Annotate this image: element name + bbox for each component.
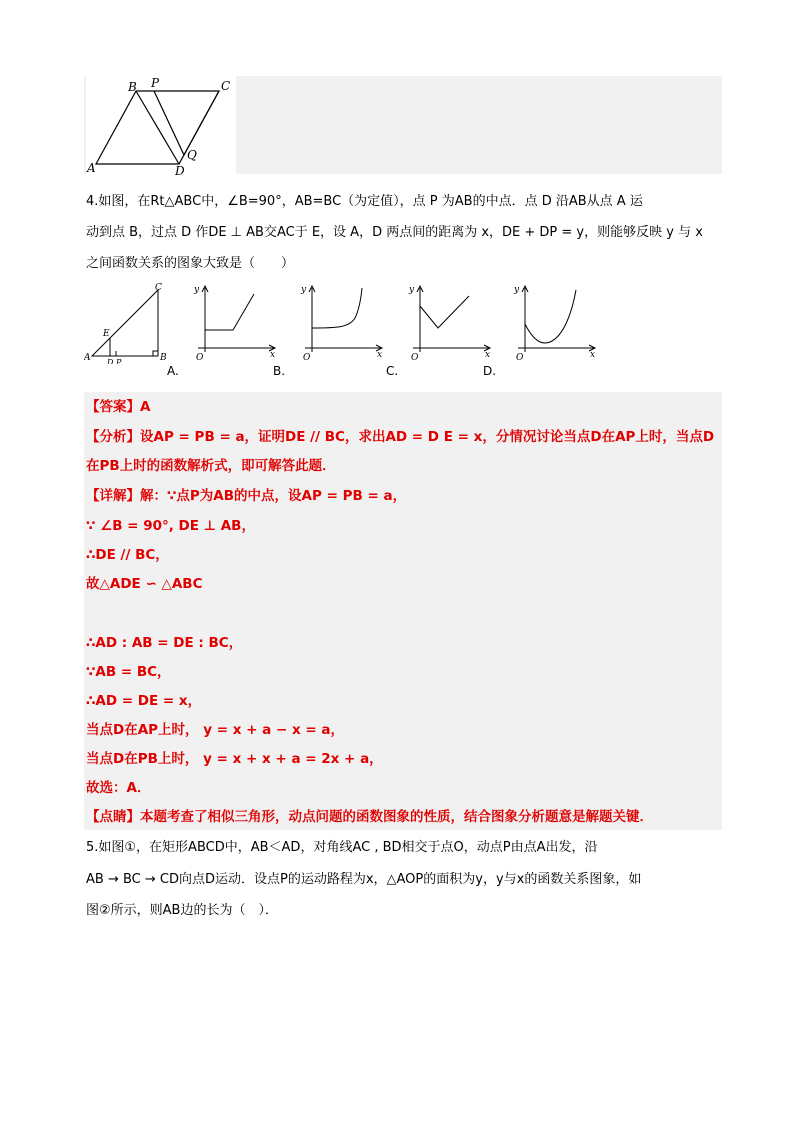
q4-line2: 动到点 B，过点 D 作DE ⊥ AB交AC于 E，设 A，D 两点间的距离为 x，DE + DP = y，则能够反映 y 与 x: [86, 225, 703, 240]
q4-line1: 4.如图，在Rt△ABC中，∠B=90°，AB=BC（为定值），点 P 为AB的中点．点 D 沿AB从点 A 运: [86, 194, 643, 209]
tri-label-C: C: [155, 283, 162, 293]
step-4: ∴AD : AB = DE : BC，: [86, 635, 243, 651]
graph-c-x: x: [485, 350, 491, 360]
step-9: 故选：A．: [86, 780, 151, 796]
step-3: 故△ADE ∽ △ABC: [86, 576, 203, 592]
step-1: ∵ ∠B = 90°, DE ⊥ AB，: [86, 518, 255, 534]
q5-line2: AB → BC → CD向点D运动．设点P的运动路程为x，△AOP的面积为y，y与x的函数关系图象，如: [86, 872, 642, 887]
tri-label-A: A: [84, 353, 91, 363]
comment-line: 【点睛】本题考查了相似三角形，动点问题的函数图象的性质，结合图象分析题意是解题关键．: [86, 809, 653, 825]
graph-option-d: [510, 282, 600, 368]
graph-a-x: x: [270, 350, 276, 360]
graph-d-o: O: [516, 353, 524, 363]
label-C: C: [221, 79, 231, 93]
graph-d-y: y: [514, 285, 520, 295]
label-A: A: [87, 161, 96, 175]
step-5: ∵AB = BC，: [86, 664, 171, 680]
q4-line3: 之间函数关系的图象大致是（ ）: [86, 256, 295, 271]
q5-line3: 图②所示，则AB边的长为（ ）．: [86, 903, 278, 918]
label-B: B: [128, 80, 137, 94]
graph-c-y: y: [409, 285, 415, 295]
option-b-label: B.: [273, 364, 286, 378]
step-7: 当点D在AP上时， y = x + a − x = a，: [86, 722, 345, 738]
graph-d-x: x: [590, 350, 596, 360]
label-Q: Q: [187, 148, 197, 162]
graph-option-b: [297, 282, 387, 368]
triangle-figure: [84, 282, 179, 364]
tri-label-D: D: [107, 358, 114, 364]
tri-label-E: E: [103, 329, 110, 339]
option-a-label: A.: [167, 364, 179, 378]
detail-line: 【详解】解：∵点P为AB的中点，设AP = PB = a，: [86, 488, 407, 504]
graph-option-c: [405, 282, 495, 368]
graph-b-y: y: [301, 285, 307, 295]
step-6: ∴AD = DE = x，: [86, 693, 202, 709]
analysis-line1: 【分析】设AP = PB = a，证明DE // BC，求出AD = D E = x，分情况讨论当点D在AP上时，当点D: [86, 429, 715, 445]
analysis-line2: 在PB上时的函数解析式，即可解答此题．: [86, 458, 336, 474]
graph-b-o: O: [303, 353, 311, 363]
tri-label-P: P: [116, 358, 122, 364]
label-P: P: [151, 76, 160, 90]
option-c-label: C.: [386, 364, 399, 378]
graph-b-x: x: [377, 350, 383, 360]
option-d-label: D.: [483, 364, 497, 378]
answer-line: 【答案】A: [86, 399, 151, 415]
graph-c-o: O: [411, 353, 419, 363]
step-8: 当点D在PB上时， y = x + x + a = 2x + a，: [86, 751, 383, 767]
step-2: ∴DE // BC，: [86, 547, 169, 563]
label-D: D: [175, 164, 185, 176]
graph-option-a: [190, 282, 280, 368]
parallelogram-figure: [86, 76, 236, 176]
tri-label-B: B: [160, 353, 167, 363]
q5-line1: 5.如图①，在矩形ABCD中，AB＜AD，对角线AC , BD相交于点O，动点P由点A出发，沿: [86, 840, 598, 855]
graph-a-o: O: [196, 353, 204, 363]
graph-a-y: y: [194, 285, 200, 295]
